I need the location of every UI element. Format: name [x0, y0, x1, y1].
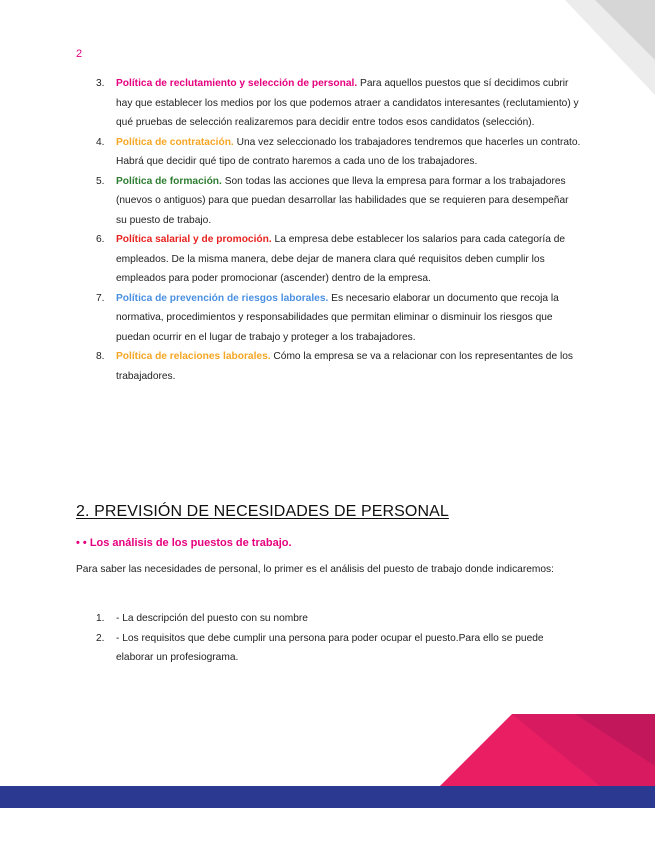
subheading: • • Los análisis de los puestos de trabajo. [76, 537, 292, 549]
policy-text: Es necesario elaborar un documento que recoja la normativa, procedimientos y responsabilidades que permitan eliminar o disminuir los riesgos que puedan ocurrir en el lugar de trabajo y proteger a los trabajadores. [116, 292, 559, 343]
list-item-policy-6 [92, 230, 582, 289]
list-number: 8. [96, 351, 105, 362]
list-item-need-2 [92, 629, 582, 668]
list-number: 1. [96, 613, 105, 624]
list-number: 2. [96, 632, 105, 644]
list-number: 7. [96, 292, 105, 304]
list-item-policy-4 [92, 133, 582, 172]
list-number: 3. [96, 78, 105, 89]
list-number: 6. [96, 234, 105, 245]
policy-text: La empresa debe establecer los salarios para cada categoría de empleados. De la misma manera, debe dejar de manera clara qué requisitos deben cumplir los empleados para poder promocionar (ascender) dentro de la empresa. [116, 234, 566, 284]
intro-paragraph: Para saber las necesidades de personal, lo primer es el análisis del puesto de trabajo donde indicaremos: [76, 564, 554, 575]
policy-title: Política salarial y de promoción. [116, 234, 272, 245]
policy-title: Política de relaciones laborales. [116, 351, 271, 362]
need-text: - Los requisitos que debe cumplir una persona para poder ocupar el puesto.Para ello se puede elaborar un profesiograma. [116, 632, 544, 663]
need-text: - La descripción del puesto con su nombre [116, 613, 308, 624]
footer-decoration [0, 714, 655, 808]
list-number: 4. [96, 136, 105, 148]
policy-title: Política de contratación. [116, 136, 234, 148]
policy-text: Cómo la empresa se va a relacionar con los representantes de los trabajadores. [116, 351, 573, 382]
list-number: 5. [96, 175, 105, 187]
policy-title: Política de formación. [116, 175, 222, 187]
policy-title: Política de reclutamiento y selección de personal. [116, 78, 358, 89]
list-item-policy-3 [92, 74, 582, 133]
policy-list [92, 74, 582, 386]
page-number: 2 [76, 48, 83, 60]
list-item-policy-5 [92, 172, 582, 231]
policy-text: Son todas las acciones que lleva la empresa para formar a los trabajadores (nuevos o antiguos) para que puedan desarrollar las habilidades que se requieren para desempeñar su puesto de trabajo. [116, 175, 569, 226]
policy-text: Una vez seleccionado los trabajadores tendremos que hacerles un contrato. Habrá que decidir qué tipo de contrato haremos a cada uno de los trabajadores. [116, 136, 581, 167]
list-item-policy-7 [92, 289, 582, 348]
policy-title: Política de prevención de riesgos laborales. [116, 292, 329, 304]
section-heading: 2. PREVISIÓN DE NECESIDADES DE PERSONAL [76, 503, 449, 520]
list-item-need-1 [92, 609, 582, 629]
needs-list [92, 609, 582, 668]
policy-text: Para aquellos puestos que sí decidimos cubrir hay que establecer los medios por los que podemos atraer a candidatos interesantes (reclutamiento) y qué pruebas de selección realizaremos para decidir entre todos esos candidatos (selección). [116, 78, 579, 128]
list-item-policy-8 [92, 347, 582, 386]
